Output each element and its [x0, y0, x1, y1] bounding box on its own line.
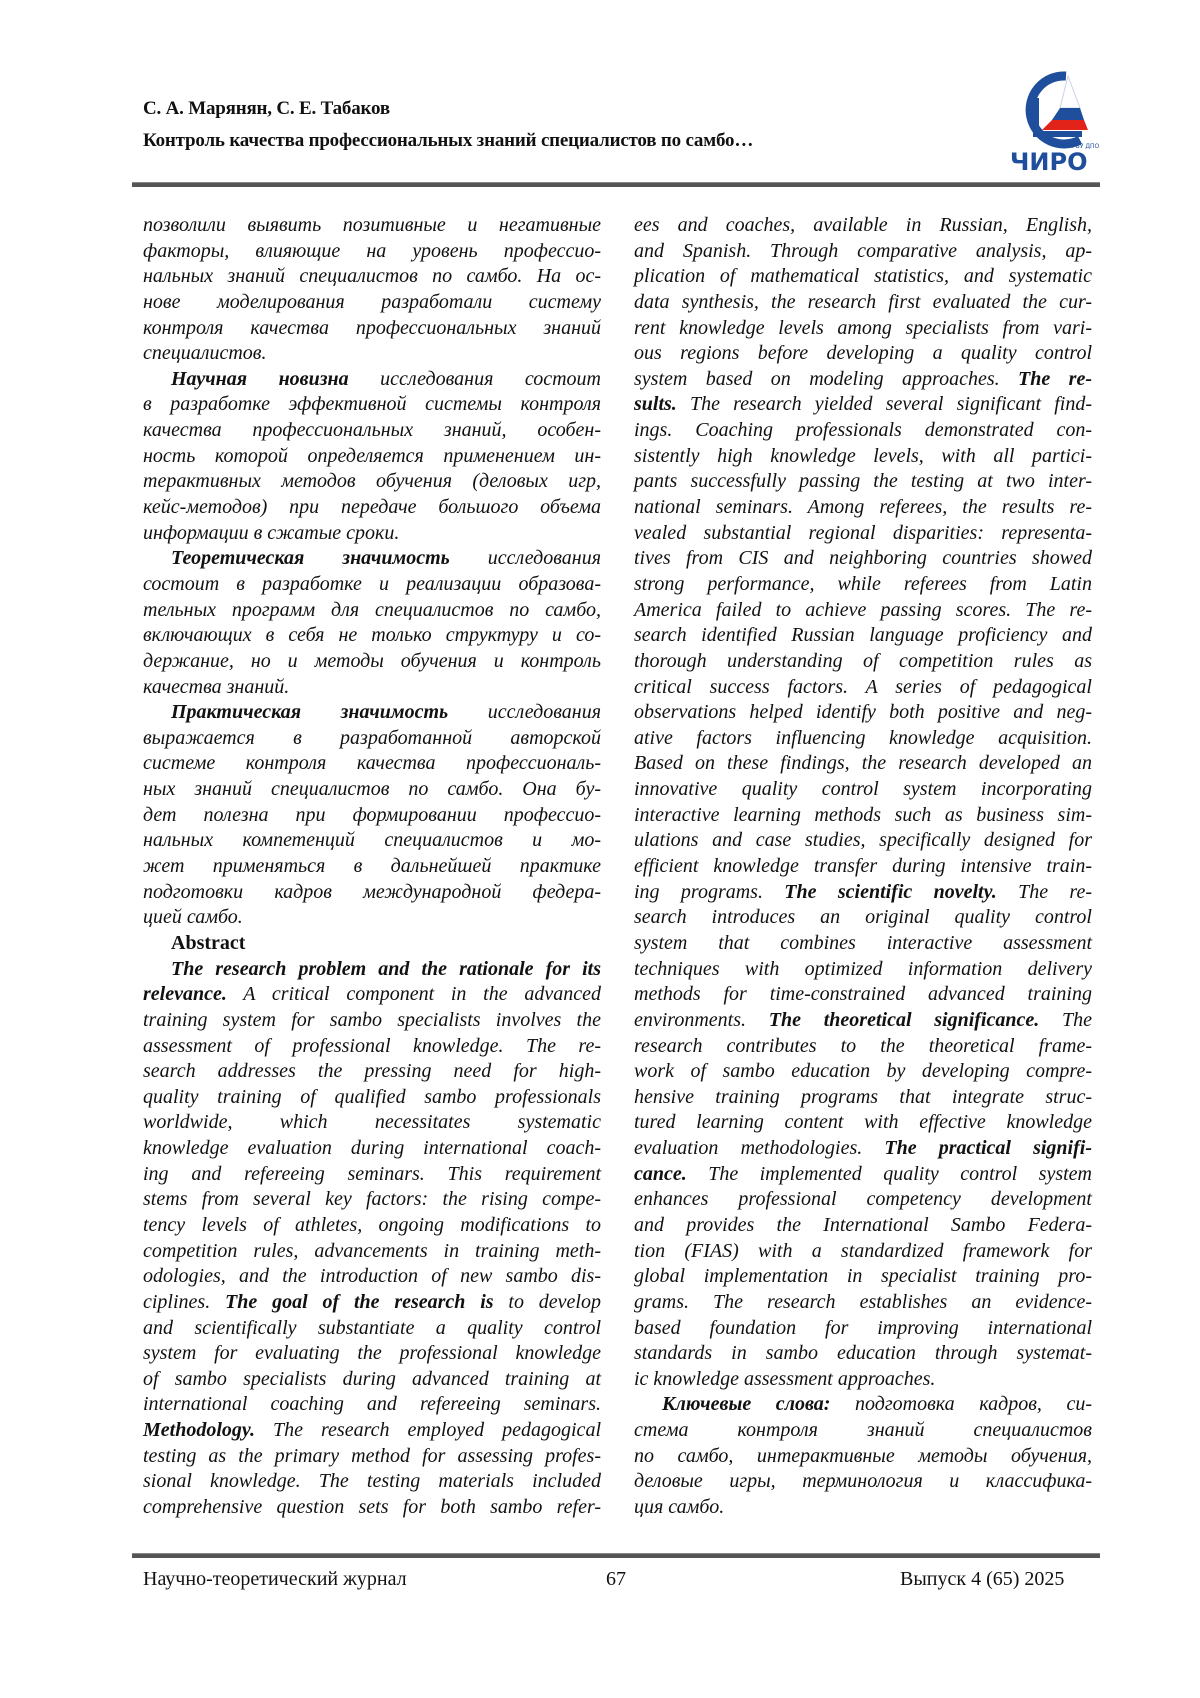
text-run: work of sambo education by developing compre-: [634, 1060, 1092, 1082]
svg-text:ЧИРО: ЧИРО: [1010, 148, 1087, 174]
text-run: ing programs.: [634, 881, 784, 903]
text-line: [143, 264, 601, 290]
text-run: Based on these findings, the research developed an: [634, 752, 1092, 774]
text-run: sistently high knowledge levels, with all partici-: [634, 445, 1092, 467]
text-line: [634, 649, 1092, 675]
bold-run: Methodology.: [143, 1419, 255, 1441]
text-line: [634, 1162, 1092, 1188]
text-line: [634, 1059, 1092, 1085]
text-run: исследования: [448, 701, 601, 723]
text-run: evaluation methodologies.: [634, 1137, 884, 1159]
text-line: [143, 341, 601, 367]
bold-run: Практическая значимость: [171, 701, 448, 723]
footer-issue: Выпуск 4 (65) 2025: [900, 1568, 1064, 1591]
text-line: [143, 392, 601, 418]
text-line: [143, 1367, 601, 1393]
text-run: цией самбо.: [143, 906, 243, 928]
text-run: держание, но и методы обучения и контроль: [143, 650, 601, 672]
text-run: and scientifically substantiate a quality control: [143, 1317, 601, 1339]
text-run: strong performance, while referees from Latin: [634, 573, 1092, 595]
text-line: [634, 418, 1092, 444]
text-line: [634, 444, 1092, 470]
text-line: [143, 623, 601, 649]
text-run: and provides the International Sambo Federa-: [634, 1214, 1092, 1236]
text-run: ic knowledge assessment approaches.: [634, 1368, 935, 1390]
text-line: [634, 1290, 1092, 1316]
bold-run: The goal of the research is: [225, 1291, 494, 1313]
text-line: [143, 777, 601, 803]
text-line: [634, 1187, 1092, 1213]
text-line: [143, 418, 601, 444]
text-line: [634, 803, 1092, 829]
text-run: tives from CIS and neighboring countries showed: [634, 547, 1092, 569]
text-line: [634, 367, 1092, 393]
text-line: [143, 1392, 601, 1418]
text-run: system based on modeling approaches.: [634, 368, 1018, 390]
text-run: enhances professional competency development: [634, 1188, 1092, 1210]
text-line: [634, 392, 1092, 418]
text-run: исследования: [450, 547, 601, 569]
text-run: quality training of qualified sambo professionals: [143, 1086, 601, 1108]
text-run: системе контроля качества профессиональ-: [143, 752, 601, 774]
bold-run: Ключевые слова:: [662, 1393, 830, 1415]
text-run: comprehensive question sets for both sambo refer-: [143, 1496, 601, 1518]
text-line: [143, 1444, 601, 1470]
text-run: rent knowledge levels among specialists from vari-: [634, 317, 1092, 339]
text-run: нальных знаний специалистов по самбо. На ос-: [143, 265, 601, 287]
text-line: [634, 623, 1092, 649]
text-line: [634, 1444, 1092, 1470]
text-run: стема контроля знаний специалистов: [634, 1419, 1092, 1441]
text-run: подготовка кадров, си-: [830, 1393, 1092, 1415]
text-line: [634, 316, 1092, 342]
text-run: выражается в разработанной авторской: [143, 727, 601, 749]
text-line: [634, 1008, 1092, 1034]
text-run: efficient knowledge transfer during intensive train-: [634, 855, 1092, 877]
text-line: [634, 1367, 1092, 1393]
svg-text:ГБУ ДПО: ГБУ ДПО: [1072, 143, 1100, 150]
text-line: [143, 469, 601, 495]
text-run: в разработке эффективной системы контроля: [143, 393, 601, 415]
text-line: [143, 1341, 601, 1367]
text-line: [634, 1213, 1092, 1239]
text-run: по самбо, интерактивные методы обучения,: [634, 1445, 1092, 1467]
text-run: подготовки кадров международной федера-: [143, 881, 601, 903]
text-run: дет полезна при формировании профессио-: [143, 804, 601, 826]
text-run: system that combines interactive assessment: [634, 932, 1092, 954]
text-run: ings. Coaching professionals demonstrated con-: [634, 419, 1092, 441]
text-run: тельных программ для специалистов по самбо,: [143, 599, 601, 621]
bold-run: The theoretical significance.: [769, 1009, 1039, 1031]
text-column-left: [143, 213, 601, 1521]
text-run: to develop: [494, 1291, 601, 1313]
text-line: [634, 931, 1092, 957]
text-line: [634, 239, 1092, 265]
text-line: [634, 1341, 1092, 1367]
bold-run: relevance.: [143, 983, 227, 1005]
text-run: кейс-методов) при передаче большого объема: [143, 496, 601, 518]
bold-run: Научная новизна: [171, 368, 349, 390]
text-line: [143, 290, 601, 316]
text-line: [634, 905, 1092, 931]
text-line: [143, 1085, 601, 1111]
text-line: [143, 367, 601, 393]
text-run: techniques with optimized information delivery: [634, 958, 1092, 980]
text-run: терактивных методов обучения (деловых игр,: [143, 470, 601, 492]
text-line: [634, 1316, 1092, 1342]
text-line: [143, 1316, 601, 1342]
text-line: [143, 1110, 601, 1136]
text-run: ees and coaches, available in Russian, English,: [634, 214, 1092, 236]
text-run: деловые игры, терминология и классифика-: [634, 1470, 1092, 1492]
text-run: The re-: [997, 881, 1092, 903]
text-column-right: [634, 213, 1092, 1521]
text-line: [143, 572, 601, 598]
text-line: [634, 1085, 1092, 1111]
text-run: methods for time-constrained advanced training: [634, 983, 1092, 1005]
text-line: [634, 700, 1092, 726]
text-run: tured learning content with effective knowledge: [634, 1111, 1092, 1133]
text-run: The implemented quality control system: [687, 1163, 1092, 1185]
text-line: [634, 1392, 1092, 1418]
text-line: [634, 1469, 1092, 1495]
text-run: ных знаний специалистов по самбо. Она бу-: [143, 778, 601, 800]
text-line: [634, 290, 1092, 316]
text-run: worldwide, which necessitates systematic: [143, 1111, 601, 1133]
text-run: vealed substantial regional disparities: representa-: [634, 522, 1092, 544]
text-run: sional knowledge. The testing materials included: [143, 1470, 601, 1492]
text-run: ulations and case studies, specifically designed for: [634, 829, 1092, 851]
text-line: [634, 1264, 1092, 1290]
text-run: stems from several key factors: the rising compe-: [143, 1188, 601, 1210]
text-run: knowledge evaluation during international coach-: [143, 1137, 601, 1159]
text-line: [143, 1469, 601, 1495]
text-line: [634, 546, 1092, 572]
text-line: [143, 1008, 601, 1034]
chiro-logo-icon: [1008, 68, 1100, 174]
text-run: global implementation in specialist training pro-: [634, 1265, 1092, 1287]
text-line: [143, 1162, 601, 1188]
text-run: grams. The research establishes an evidence-: [634, 1291, 1092, 1313]
text-line: [634, 1418, 1092, 1444]
text-line: [143, 1264, 601, 1290]
text-line: [634, 1136, 1092, 1162]
text-line: [634, 469, 1092, 495]
text-line: [143, 854, 601, 880]
text-line: [143, 239, 601, 265]
text-line: [143, 880, 601, 906]
bold-run: sults.: [634, 393, 677, 415]
text-run: информации в сжатые сроки.: [143, 522, 399, 544]
footer-journal-name: Научно-теоретический журнал: [143, 1568, 407, 1591]
text-run: ing and refereeing seminars. This requirement: [143, 1163, 601, 1185]
text-run: специалистов.: [143, 342, 266, 364]
text-run: включающих в себя не только структуру и со-: [143, 624, 601, 646]
bold-run: The re-: [1018, 368, 1092, 390]
text-line: [634, 521, 1092, 547]
bold-run: The practical signifi-: [884, 1137, 1092, 1159]
text-run: search addresses the pressing need for high-: [143, 1060, 601, 1082]
text-line: [143, 1239, 601, 1265]
text-line: [143, 316, 601, 342]
text-line: [634, 982, 1092, 1008]
text-line: [143, 1495, 601, 1521]
text-run: ция самбо.: [634, 1496, 724, 1518]
bold-run: The scientific novelty.: [784, 881, 996, 903]
text-run: system for evaluating the professional knowledge: [143, 1342, 601, 1364]
text-run: The: [1039, 1009, 1092, 1031]
text-run: standards in sambo education through systemat-: [634, 1342, 1092, 1364]
section-heading: [143, 931, 601, 957]
text-run: факторы, влияющие на уровень профессио-: [143, 240, 601, 262]
text-line: [634, 572, 1092, 598]
text-run: исследования состоит: [349, 368, 601, 390]
text-line: [634, 751, 1092, 777]
text-run: assessment of professional knowledge. The re-: [143, 1035, 601, 1057]
text-line: [634, 675, 1092, 701]
text-run: pants successfully passing the testing at two inter-: [634, 470, 1092, 492]
text-line: [634, 726, 1092, 752]
text-line: [143, 213, 601, 239]
text-run: environments.: [634, 1009, 769, 1031]
text-run: thorough understanding of competition rules as: [634, 650, 1092, 672]
text-run: search introduces an original quality control: [634, 906, 1092, 928]
text-run: качества знаний.: [143, 676, 289, 698]
text-line: [143, 700, 601, 726]
text-line: [634, 880, 1092, 906]
text-run: critical success factors. A series of pedagogical: [634, 676, 1092, 698]
text-line: [143, 1034, 601, 1060]
text-line: [143, 751, 601, 777]
text-line: [634, 1110, 1092, 1136]
article-authors: С. А. Марянян, С. Е. Табаков: [143, 98, 390, 120]
text-run: нальных компетенций специалистов и мо-: [143, 829, 601, 851]
text-line: [143, 828, 601, 854]
text-line: [143, 444, 601, 470]
text-line: [143, 957, 601, 983]
text-run: ciplines.: [143, 1291, 225, 1313]
text-run: The research employed pedagogical: [255, 1419, 601, 1441]
text-line: [143, 521, 601, 547]
text-line: [634, 495, 1092, 521]
text-run: testing as the primary method for assessing profes-: [143, 1445, 601, 1467]
text-line: [143, 649, 601, 675]
text-line: [634, 341, 1092, 367]
text-run: search identified Russian language proficiency and: [634, 624, 1092, 646]
text-run: состоит в разработке и реализации образова-: [143, 573, 601, 595]
text-run: жет применяться в дальнейшей практике: [143, 855, 601, 877]
text-run: data synthesis, the research first evaluated the cur-: [634, 291, 1092, 313]
text-line: [143, 546, 601, 572]
text-run: America failed to achieve passing scores. The re-: [634, 599, 1092, 621]
text-run: hensive training programs that integrate struc-: [634, 1086, 1092, 1108]
text-line: [143, 726, 601, 752]
text-line: [143, 1213, 601, 1239]
text-run: ность которой определяется применением ин-: [143, 445, 601, 467]
text-line: [143, 598, 601, 624]
text-line: [634, 1495, 1092, 1521]
text-line: [634, 1239, 1092, 1265]
header-divider: [132, 182, 1100, 187]
text-run: нове моделирования разработали систему: [143, 291, 601, 313]
text-line: [634, 828, 1092, 854]
text-line: [634, 213, 1092, 239]
text-line: [143, 803, 601, 829]
text-run: plication of mathematical statistics, and systematic: [634, 265, 1092, 287]
text-run: innovative quality control system incorporating: [634, 778, 1092, 800]
text-run: research contributes to the theoretical frame-: [634, 1035, 1092, 1057]
bold-run: The research problem and the rationale for its: [171, 958, 601, 980]
text-line: [634, 598, 1092, 624]
text-run: national seminars. Among referees, the results re-: [634, 496, 1092, 518]
text-run: training system for sambo specialists involves the: [143, 1009, 601, 1031]
text-run: based foundation for improving international: [634, 1317, 1092, 1339]
text-line: [143, 905, 601, 931]
text-line: [143, 982, 601, 1008]
text-line: [143, 1290, 601, 1316]
text-line: [634, 1034, 1092, 1060]
text-line: [634, 957, 1092, 983]
text-line: [634, 264, 1092, 290]
text-line: [143, 675, 601, 701]
text-run: A critical component in the advanced: [227, 983, 601, 1005]
bold-run: Теоретическая значимость: [171, 547, 450, 569]
page-number: 67: [606, 1568, 626, 1591]
text-line: [634, 854, 1092, 880]
chiro-logo: [1008, 68, 1100, 174]
text-line: [634, 777, 1092, 803]
bold-run: cance.: [634, 1163, 687, 1185]
article-running-title: Контроль качества профессиональных знаний специалистов по самбо…: [143, 130, 753, 152]
text-run: позволили выявить позитивные и негативные: [143, 214, 601, 236]
text-run: ative factors influencing knowledge acquisition.: [634, 727, 1092, 749]
text-run: качества профессиональных знаний, особен-: [143, 419, 601, 441]
text-run: international coaching and refereeing seminars.: [143, 1393, 601, 1415]
text-run: and Spanish. Through comparative analysis, ap-: [634, 240, 1092, 262]
text-run: of sambo specialists during advanced training at: [143, 1368, 601, 1390]
text-run: odologies, and the introduction of new sambo dis-: [143, 1265, 601, 1287]
text-run: interactive learning methods such as business sim-: [634, 804, 1092, 826]
text-line: [143, 495, 601, 521]
text-run: The research yielded several significant find-: [677, 393, 1092, 415]
text-run: competition rules, advancements in training meth-: [143, 1240, 601, 1262]
text-run: контроля качества профессиональных знаний: [143, 317, 601, 339]
text-line: [143, 1418, 601, 1444]
text-line: [143, 1136, 601, 1162]
text-run: Abstract: [171, 932, 245, 954]
text-run: observations helped identify both positive and neg-: [634, 701, 1092, 723]
text-run: tion (FIAS) with a standardized framework for: [634, 1240, 1092, 1262]
text-run: ous regions before developing a quality control: [634, 342, 1092, 364]
text-line: [143, 1187, 601, 1213]
text-run: tency levels of athletes, ongoing modifications to: [143, 1214, 601, 1236]
footer-divider: [132, 1553, 1100, 1558]
text-line: [143, 1059, 601, 1085]
